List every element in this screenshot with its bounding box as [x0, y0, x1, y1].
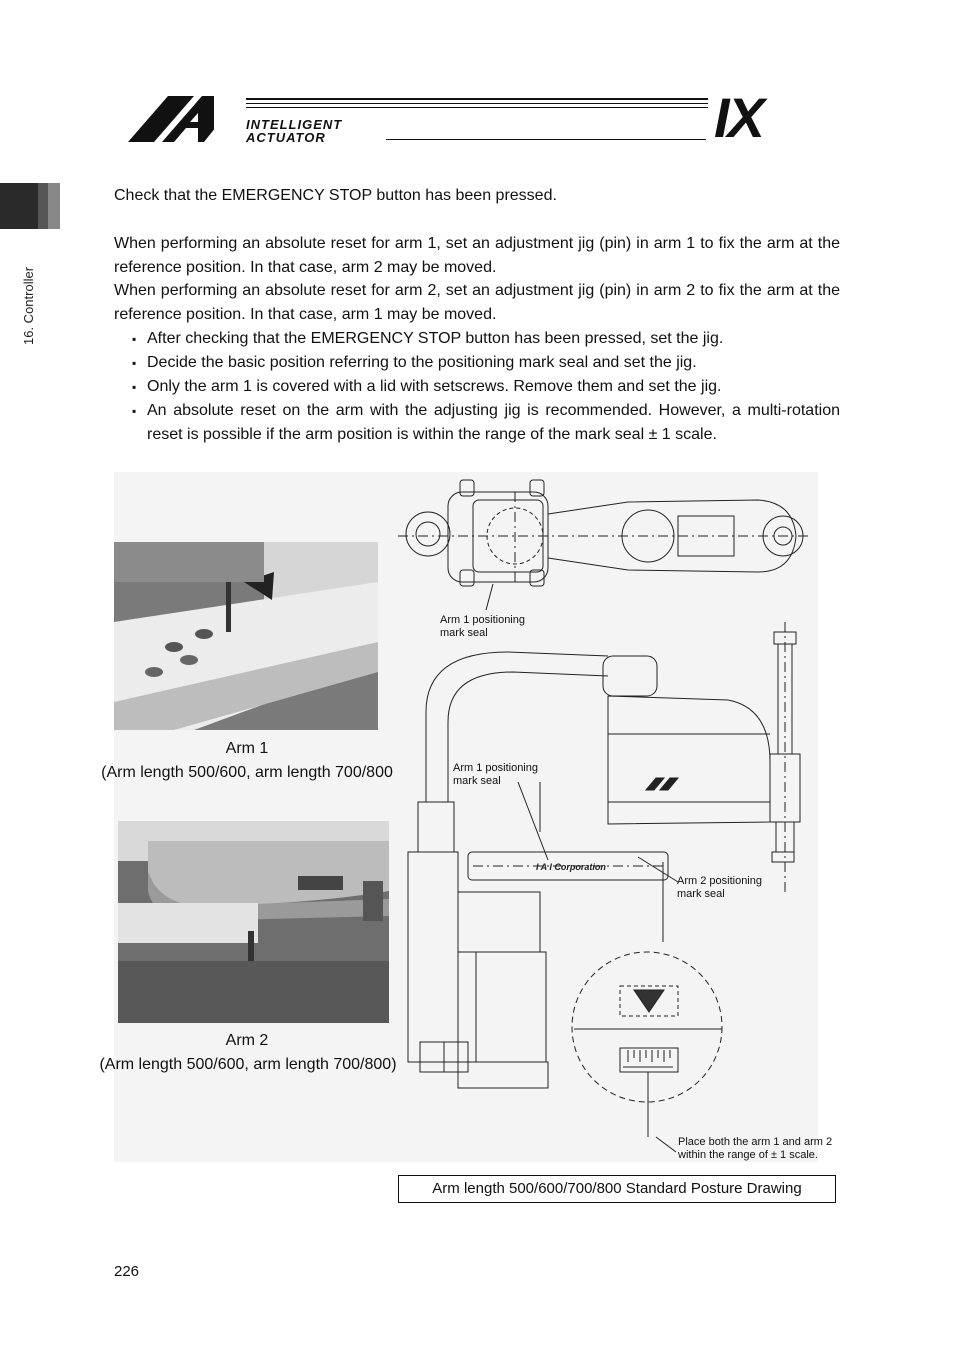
- robot-drawing: [398, 472, 818, 1162]
- iai-logo-icon: [124, 92, 244, 146]
- arm1-caption-sub: (Arm length 500/600, arm length 700/800: [101, 764, 393, 781]
- arm2-caption-sub: (Arm length 500/600, arm length 700/800): [99, 1056, 397, 1073]
- page-number: 226: [114, 1263, 140, 1280]
- label-side-arm1: Arm 1 positioning mark seal: [453, 762, 538, 787]
- bullet-item: ▪ After checking that the EMERGENCY STOP button has been pressed, set the jig.: [132, 330, 724, 347]
- brand-line-2: ACTUATOR: [246, 130, 326, 145]
- paragraph-2: When performing an absolute reset for arm 1, set an adjustment jig (pin) in arm 1 to fix the arm at the reference position. In that case, arm 2 may be moved.: [114, 235, 840, 276]
- drawing-title: Arm length 500/600/700/800 Standard Posture Drawing: [432, 1180, 802, 1197]
- bullet-item: ▪ Decide the basic position referring to the positioning mark seal and set the jig.: [132, 354, 697, 371]
- arm2-caption: Arm 2: [225, 1032, 269, 1049]
- label-top-arm1: Arm 1 positioning mark seal: [440, 614, 525, 639]
- arm2-photo: [118, 821, 389, 1023]
- side-tab: [0, 183, 60, 229]
- label-side-arm2: Arm 2 positioning mark seal: [677, 875, 762, 900]
- paragraph-3: When performing an absolute reset for arm 2, set an adjustment jig (pin) in arm 2 to fix the arm at the reference position. In that case, arm 1 may be moved.: [114, 282, 840, 323]
- brand-name: [246, 118, 342, 144]
- section-label: 16. Controller: [21, 266, 36, 345]
- paragraph-1: Check that the EMERGENCY STOP button has been pressed.: [114, 187, 557, 204]
- drawing-title-box: [398, 1175, 836, 1203]
- bullet-item: ▪ An absolute reset on the arm with the adjusting jig is recommended. However, a multi-rotation reset is possible if the arm position is within the range of the mark seal ± 1 scale.: [132, 402, 840, 443]
- label-scale: Place both the arm 1 and arm 2 within the range of ± 1 scale.: [678, 1136, 833, 1161]
- arm1-photo: [114, 542, 378, 730]
- arm1-caption: Arm 1: [225, 740, 269, 757]
- brand-line-1: INTELLIGENT: [246, 117, 343, 132]
- product-name: IX: [714, 86, 763, 149]
- bullet-item: ▪ Only the arm 1 is covered with a lid with setscrews. Remove them and set the jig.: [132, 378, 722, 395]
- company-marking: I A I Corporation: [536, 862, 606, 872]
- header-logo: [124, 86, 828, 149]
